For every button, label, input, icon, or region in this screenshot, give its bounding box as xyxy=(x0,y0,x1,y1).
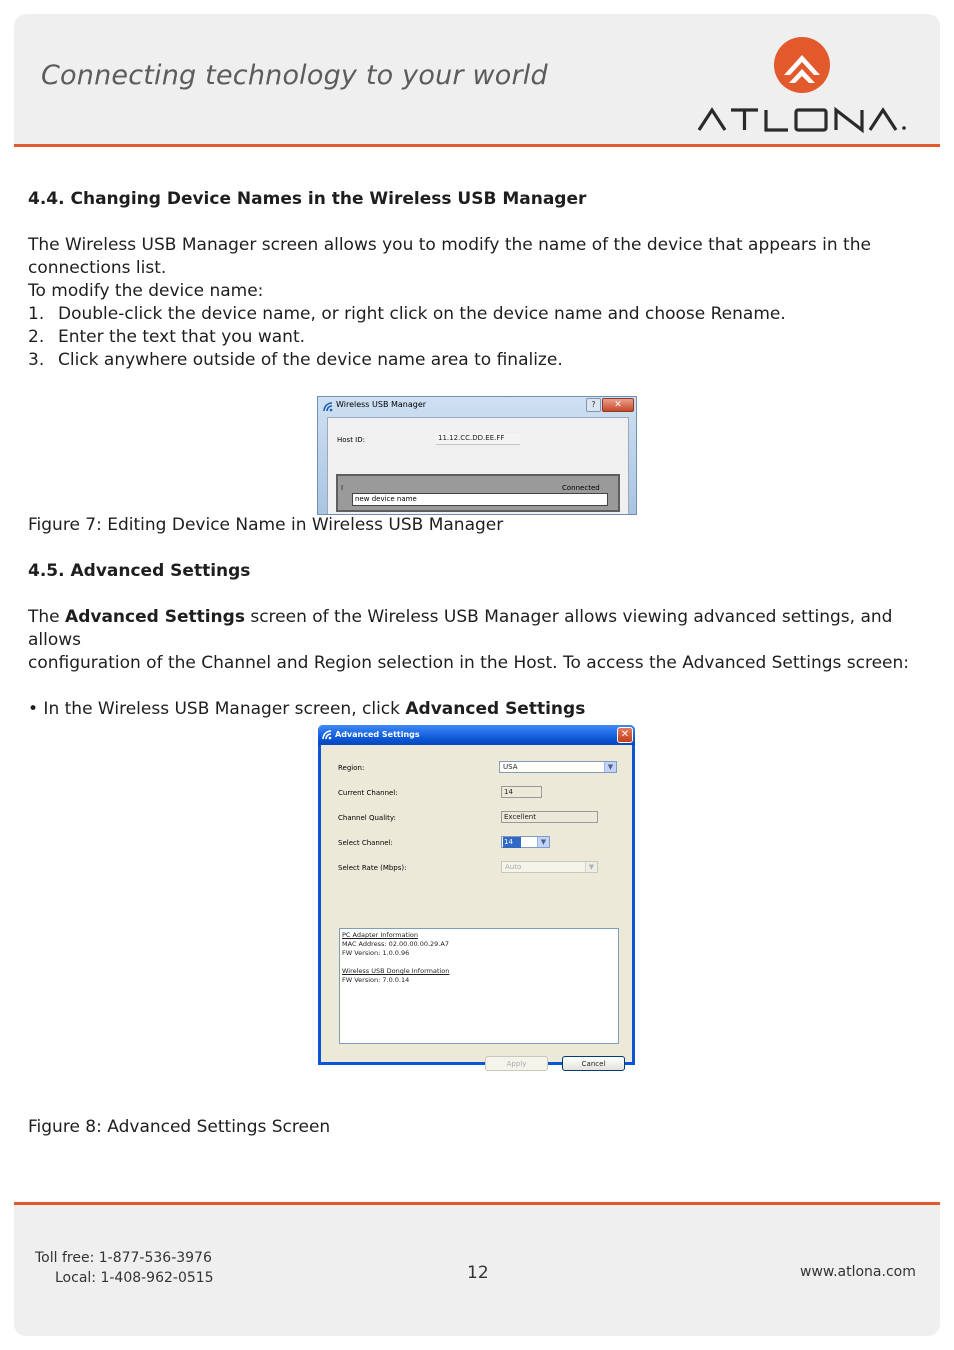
close-button[interactable]: ✕ xyxy=(617,727,633,743)
figure-7-wireless-usb-manager xyxy=(317,396,637,515)
region-label: Region: xyxy=(338,764,365,772)
channel-quality-label: Channel Quality: xyxy=(338,814,396,822)
window-title: Advanced Settings xyxy=(335,730,420,739)
help-button[interactable]: ? xyxy=(586,398,601,412)
list-item xyxy=(28,326,928,349)
list-item xyxy=(28,349,928,372)
list-item-number: 3. xyxy=(28,350,45,370)
section-4-5-bullet xyxy=(28,698,928,721)
window-body xyxy=(321,745,632,1068)
paragraph-text: The xyxy=(28,607,66,627)
host-id-value: 11.12.CC.DD.EE.FF xyxy=(436,433,520,445)
list-item xyxy=(28,303,928,326)
title-bar xyxy=(318,397,636,415)
window-title: Wireless USB Manager xyxy=(336,400,427,409)
window-body xyxy=(327,417,629,515)
atlona-logo-icon xyxy=(772,35,832,95)
chevron-down-icon: ▼ xyxy=(604,762,616,772)
header-tagline: Connecting technology to your world xyxy=(41,60,548,91)
figure-7-caption: Figure 7: Editing Device Name in Wireless USB Manager xyxy=(28,515,504,535)
figure-8-advanced-settings xyxy=(318,725,635,1068)
local-number: Local: 1-408-962-0515 xyxy=(55,1270,214,1286)
section-4-4-lead: To modify the device name: xyxy=(28,281,264,301)
select-rate-value: Auto xyxy=(505,863,522,871)
pc-fw-version: FW Version: 1.0.0.96 xyxy=(342,949,410,957)
title-bar xyxy=(318,725,635,745)
region-select[interactable] xyxy=(499,761,617,773)
cursor-marker: I xyxy=(341,484,344,492)
header-divider xyxy=(14,144,940,147)
current-channel-label: Current Channel: xyxy=(338,789,398,797)
list-item-number: 1. xyxy=(28,304,45,324)
bullet-text: • In the Wireless USB Manager screen, click xyxy=(28,699,406,719)
website-link[interactable]: www.atlona.com xyxy=(800,1264,916,1280)
select-rate-label: Select Rate (Mbps): xyxy=(338,864,407,872)
select-rate-select[interactable] xyxy=(501,861,598,873)
section-4-5-heading: 4.5. Advanced Settings xyxy=(28,561,251,581)
pc-adapter-heading: PC Adapter Information xyxy=(342,931,419,939)
select-channel-label: Select Channel: xyxy=(338,839,393,847)
device-info-box xyxy=(339,928,619,1044)
list-item-text: Click anywhere outside of the device name area to finalize. xyxy=(58,350,563,370)
section-4-4-intro-line1: The Wireless USB Manager screen allows you to modify the name of the device that appears in the xyxy=(28,235,871,255)
section-4-5-paragraph-line2: configuration of the Channel and Region selection in the Host. To access the Advanced Settings screen: xyxy=(28,653,910,673)
dongle-heading: Wireless USB Dongle Information xyxy=(342,967,450,975)
device-name-input[interactable]: new device name xyxy=(352,493,608,506)
toll-free-number: Toll free: 1-877-536-3976 xyxy=(35,1250,212,1266)
figure-8-caption: Figure 8: Advanced Settings Screen xyxy=(28,1117,331,1137)
bullet-bold-text: Advanced Settings xyxy=(405,699,586,719)
paragraph-text: screen of the Wireless USB Manager allows viewing advanced settings, and allows xyxy=(28,607,893,650)
section-4-4-intro-line2: connections list. xyxy=(28,258,167,278)
atlona-wordmark xyxy=(696,106,916,134)
chevron-down-icon: ▼ xyxy=(537,837,549,847)
channel-quality-field: Excellent xyxy=(501,811,598,823)
dongle-fw-version: FW Version: 7.0.0.14 xyxy=(342,976,410,984)
list-item-text: Enter the text that you want. xyxy=(58,327,306,347)
current-channel-field: 14 xyxy=(501,786,542,798)
section-4-5-paragraph xyxy=(28,606,928,652)
wireless-icon xyxy=(321,729,332,740)
page-number: 12 xyxy=(467,1263,489,1283)
section-4-4-heading: 4.4. Changing Device Names in the Wireless USB Manager xyxy=(28,189,587,209)
chevron-down-icon: ▼ xyxy=(585,862,597,872)
close-button[interactable]: ✕ xyxy=(602,398,634,412)
select-channel-select[interactable] xyxy=(501,836,550,848)
host-id-label: Host ID: xyxy=(337,436,365,444)
wireless-icon xyxy=(322,401,333,412)
pc-mac-address: MAC Address: 02.00.00.00.29.A7 xyxy=(342,940,449,948)
paragraph-bold-text: Advanced Settings xyxy=(65,607,245,627)
connections-list xyxy=(336,474,620,512)
select-channel-value: 14 xyxy=(503,837,521,848)
region-select-value: USA xyxy=(503,763,518,771)
apply-button[interactable]: Apply xyxy=(485,1056,548,1071)
cancel-button[interactable]: Cancel xyxy=(562,1056,625,1071)
list-item-number: 2. xyxy=(28,327,45,347)
connection-status: Connected xyxy=(562,484,600,492)
list-item-text: Double-click the device name, or right click on the device name and choose Rename. xyxy=(58,304,786,324)
